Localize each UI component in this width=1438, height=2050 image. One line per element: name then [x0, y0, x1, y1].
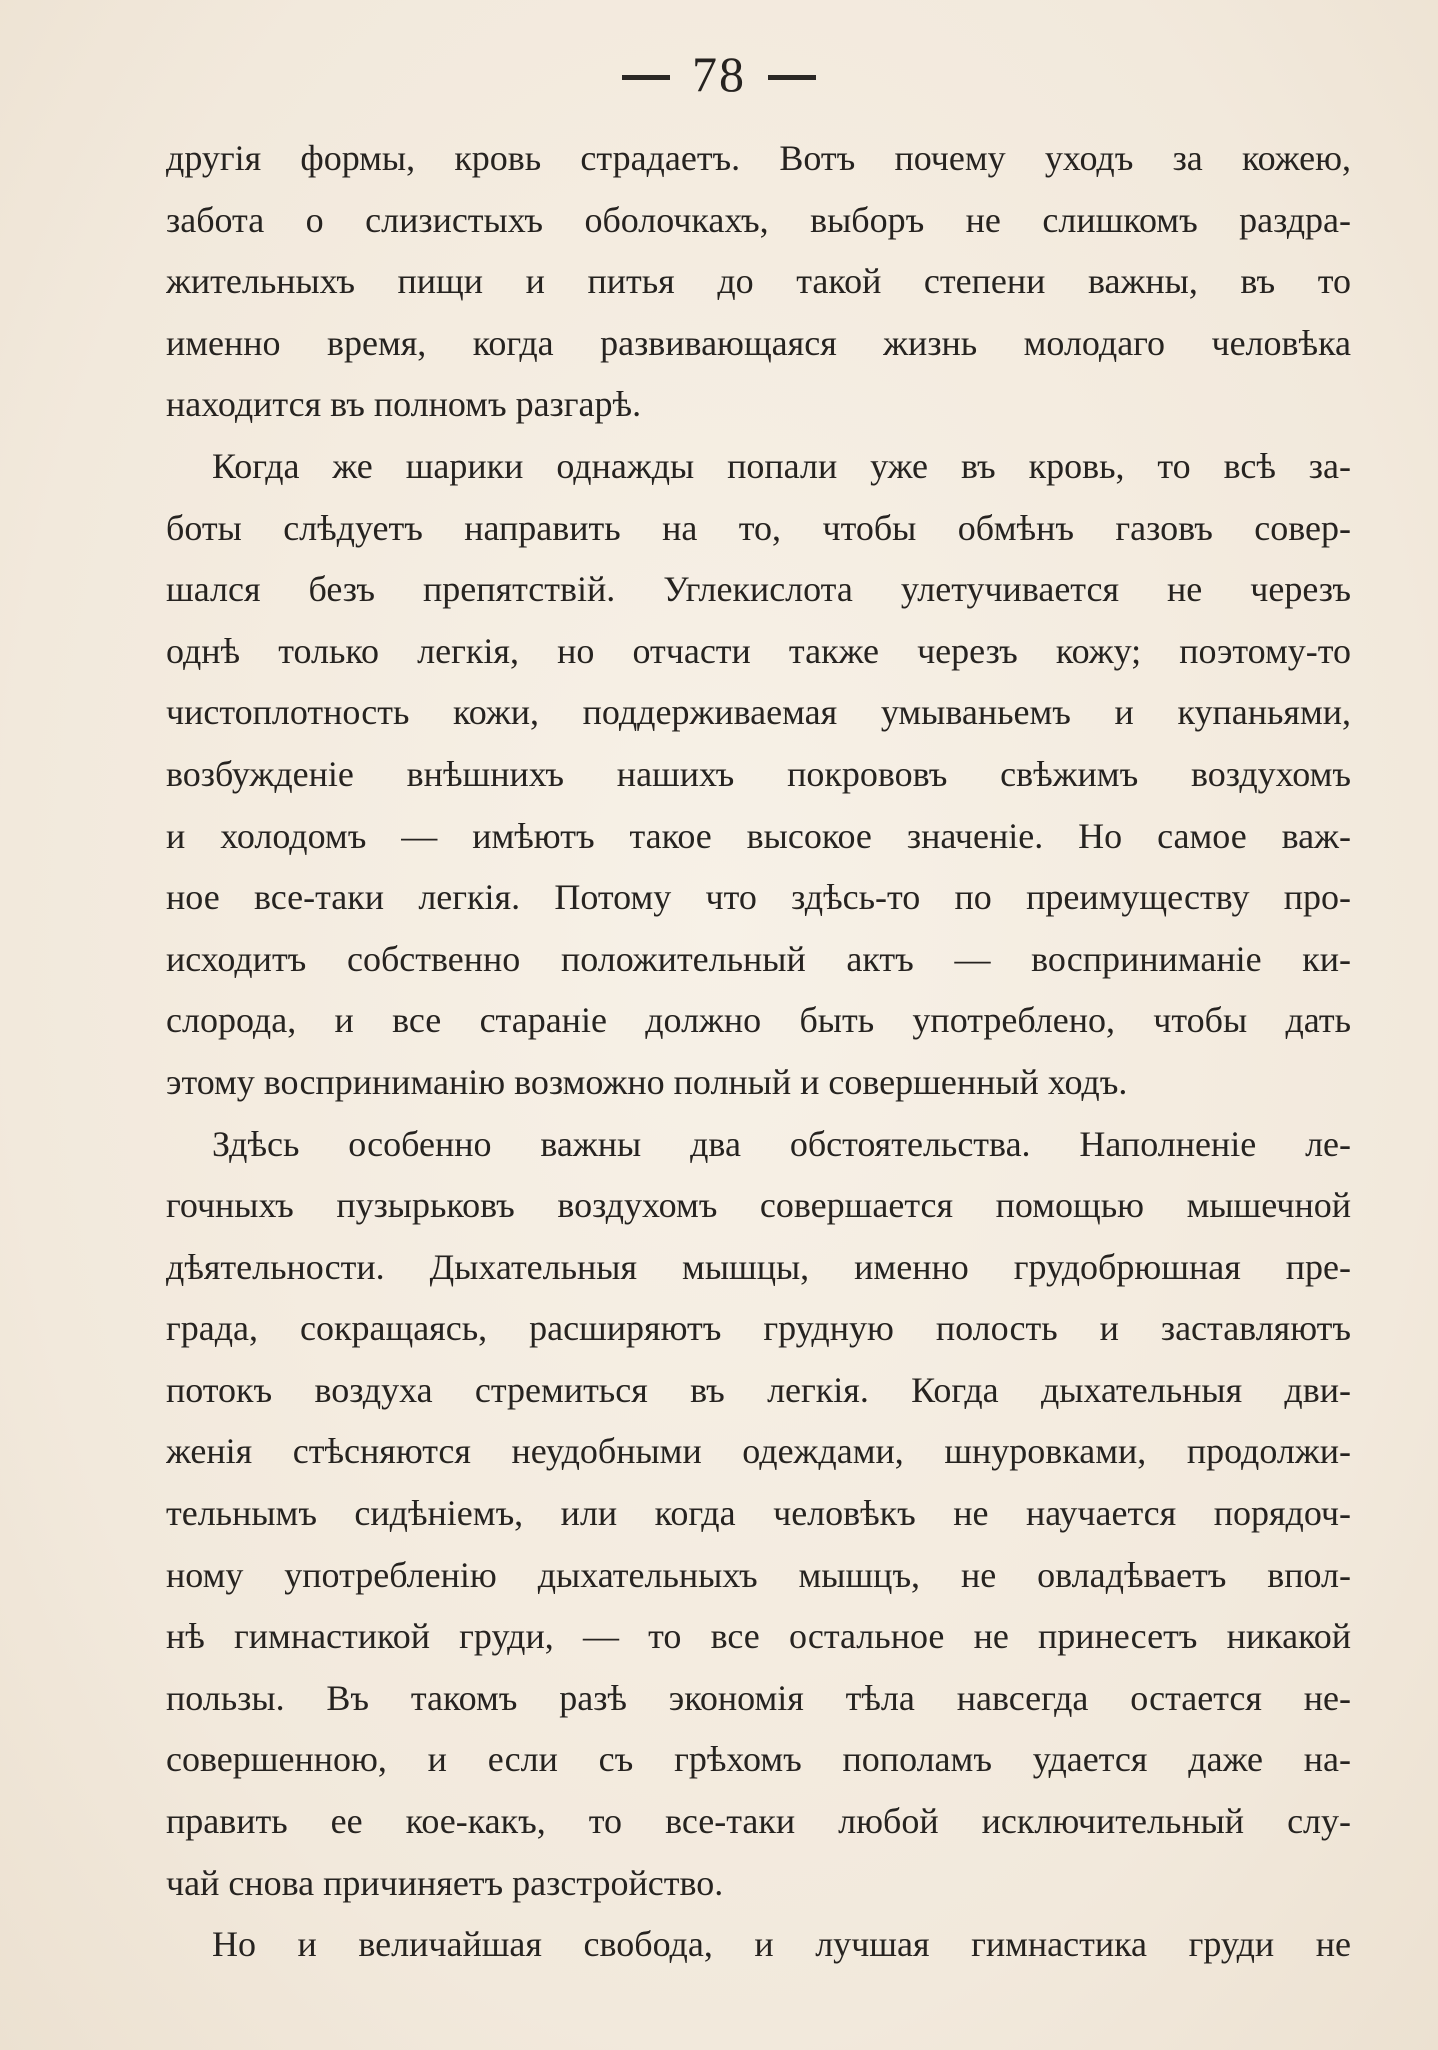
page-number-dash-left	[622, 75, 670, 80]
text-line: дѣятельности. Дыхательныя мышцы, именно грудобрюшная пре-	[166, 1246, 1351, 1287]
text-line: нѣ гимнастикой груди, — то все остальное не принесетъ никакой	[166, 1616, 1351, 1657]
text-line: жительныхъ пищи и питья до такой степени важны, въ то	[166, 261, 1351, 302]
page-number	[0, 44, 1438, 104]
text-line: града, сокращаясь, расширяютъ грудную полость и заставляютъ	[166, 1308, 1351, 1349]
body-text	[166, 128, 1351, 1976]
text-line: править ее кое-какъ, то все-таки любой исключительный слу-	[166, 1801, 1351, 1842]
text-line: Здѣсь особенно важны два обстоятельства. Наполненіе ле-	[212, 1123, 1351, 1164]
text-line: потокъ воздуха стремиться въ легкія. Когда дыхательныя дви-	[166, 1369, 1351, 1410]
text-line: чай снова причиняетъ разстройство.	[166, 1862, 724, 1903]
text-line: гочныхъ пузырьковъ воздухомъ совершается помощью мышечной	[166, 1185, 1351, 1226]
page-number-dash-right	[768, 75, 816, 80]
text-line: тельнымъ сидѣніемъ, или когда человѣкъ не научается порядоч-	[166, 1493, 1351, 1534]
text-line: этому восприниманію возможно полный и совершенный ходъ.	[166, 1061, 1128, 1102]
text-line: находится въ полномъ разгарѣ.	[166, 384, 642, 425]
text-line: исходитъ собственно положительный актъ — восприниманіе ки-	[166, 938, 1351, 979]
text-line: Но и величайшая свобода, и лучшая гимнастика груди не	[212, 1924, 1351, 1965]
text-line: однѣ только легкія, но отчасти также черезъ кожу; поэтому-то	[166, 630, 1351, 671]
text-line: забота о слизистыхъ оболочкахъ, выборъ не слишкомъ раздра-	[166, 199, 1351, 240]
text-line: возбужденіе внѣшнихъ нашихъ покрововъ свѣжимъ воздухомъ	[166, 753, 1351, 794]
text-line: боты слѣдуетъ направить на то, чтобы обмѣнъ газовъ совер-	[166, 507, 1351, 548]
text-line: ное все-таки легкія. Потому что здѣсь-то по преимуществу про-	[166, 877, 1351, 918]
text-line: слорода, и все стараніе должно быть употреблено, чтобы дать	[166, 1000, 1351, 1041]
text-line: именно время, когда развивающаяся жизнь молодаго человѣка	[166, 322, 1351, 363]
text-line: чистоплотность кожи, поддерживаемая умываньемъ и купаньями,	[166, 692, 1351, 733]
text-line: совершенною, и если съ грѣхомъ пополамъ удается даже на-	[166, 1739, 1351, 1780]
text-line: ному употребленію дыхательныхъ мышцъ, не овладѣваетъ впол-	[166, 1554, 1351, 1595]
text-line: женія стѣсняются неудобными одеждами, шнуровками, продолжи-	[166, 1431, 1351, 1472]
text-line: пользы. Въ такомъ разѣ экономія тѣла навсегда остается не-	[166, 1677, 1351, 1718]
page-number-value: 78	[692, 46, 746, 102]
text-line: Когда же шарики однажды попали уже въ кровь, то всѣ за-	[212, 445, 1351, 486]
text-line: другія формы, кровь страдаетъ. Вотъ почему уходъ за кожею,	[166, 138, 1351, 178]
text-line: и холодомъ — имѣютъ такое высокое значеніе. Но самое важ-	[166, 815, 1351, 856]
text-line: шался безъ препятствій. Углекислота улетучивается не черезъ	[166, 569, 1351, 610]
